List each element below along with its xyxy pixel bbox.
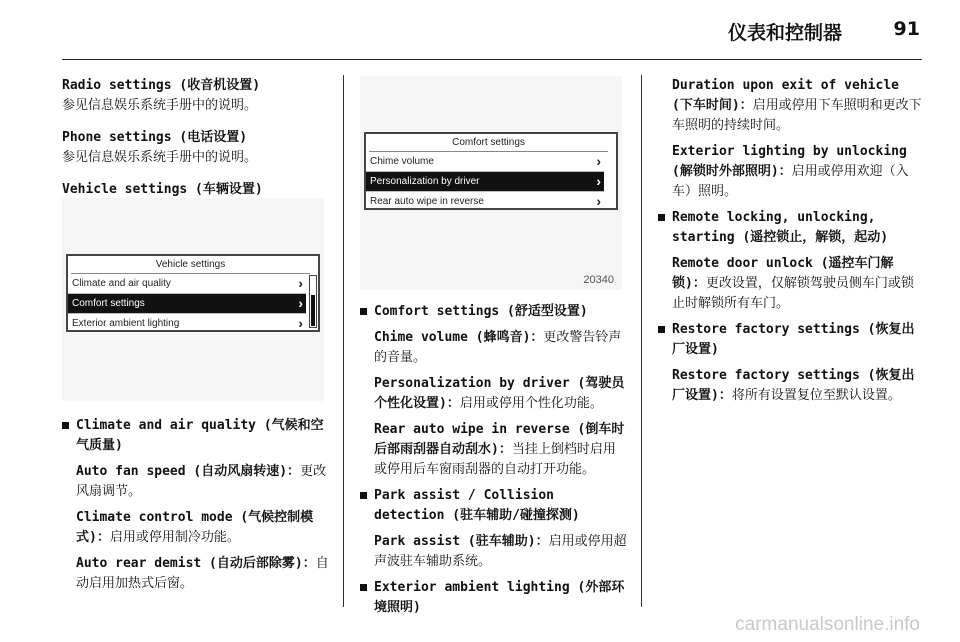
screen-title: Comfort settings (369, 134, 608, 152)
phone-settings-heading: Phone settings (电话设置) (62, 130, 248, 145)
rear-wipe-text: 当挂上倒档时启用或停用后车窗雨刮器的自动打开功能。 (374, 442, 616, 477)
figure-number: 20340 (583, 274, 614, 286)
auto-fan-text: 更改风扇调节。 (76, 464, 327, 499)
chevron-right-icon: › (298, 315, 303, 331)
menu-item-comfort-selected[interactable] (68, 294, 306, 314)
park-assist-heading: Park assist / Collision detection (驻车辅助/碰撞探测) (360, 486, 628, 526)
exit-duration-text: 启用或停用下车照明和更改下车照明的持续时间。 (672, 98, 922, 133)
remote-locking-heading: Remote locking, unlocking, starting (遥控锁止，解锁，起动) (658, 208, 924, 248)
radio-settings-heading: Radio settings (收音机设置) (62, 78, 261, 93)
page-number: 91 (893, 18, 920, 40)
vehicle-settings-screen (66, 254, 320, 332)
menu-item-climate[interactable] (68, 274, 306, 294)
scrollbar[interactable] (309, 275, 317, 328)
remote-unlock-text: 更改设置，仅解锁驾驶员侧车门或锁止时解锁所有车门。 (672, 276, 914, 311)
chime-text: 更改警告铃声的音量。 (374, 330, 622, 365)
climate-heading: Climate and air quality (气候和空气质量) (62, 416, 330, 456)
park-assist-label: Park assist (驻车辅助)： (374, 534, 549, 549)
menu-item-personalization-selected[interactable] (366, 172, 604, 192)
header-divider (62, 59, 922, 60)
rear-demist-text: 自动启用加热式后窗。 (76, 556, 329, 591)
menu-item-rear-wipe[interactable] (366, 192, 604, 211)
park-assist-text: 启用或停用超声波驻车辅助系统。 (374, 534, 627, 569)
personalization-label: Personalization by driver (驾驶员个性化设置)： (374, 376, 625, 411)
right-column (658, 76, 924, 412)
rear-wipe-label: Rear auto wipe in reverse (倒车时后部雨刮器自动刮水)： (374, 422, 625, 457)
scrollbar-thumb[interactable] (311, 295, 315, 326)
auto-fan-label: Auto fan speed (自动风扇转速)： (76, 464, 301, 479)
screen-title: Vehicle settings (71, 256, 310, 274)
left-column (62, 76, 330, 206)
restore-label: Restore factory settings (恢复出厂设置)： (672, 368, 915, 403)
radio-settings-text: 参见信息娱乐系统手册中的说明。 (62, 98, 258, 113)
column-divider-right (641, 75, 642, 607)
menu-item-chime-volume[interactable] (366, 152, 604, 172)
comfort-settings-figure (360, 76, 622, 290)
chevron-right-icon: › (596, 173, 601, 189)
chevron-right-icon: › (298, 295, 303, 311)
menu-item-label: Comfort settings (72, 298, 145, 309)
watermark: carmanualsonline.info (735, 614, 920, 635)
menu-item-label: Climate and air quality (72, 278, 171, 289)
chevron-right-icon: › (596, 153, 601, 169)
vehicle-settings-heading: Vehicle settings (车辆设置) (62, 182, 263, 197)
unlock-lighting-label: Exterior lighting by unlocking (解锁时外部照明)： (672, 144, 907, 179)
vehicle-settings-figure (62, 198, 324, 401)
menu-item-label: Personalization by driver (370, 176, 480, 187)
unlock-lighting-text: 启用或停用欢迎（入车）照明。 (672, 164, 909, 199)
page-header-title: 仪表和控制器 (727, 22, 842, 44)
left-column-lower (62, 416, 330, 600)
column-divider-left (343, 75, 344, 607)
restore-text: 将所有设置复位至默认设置。 (731, 388, 901, 403)
chevron-right-icon: › (298, 275, 303, 291)
climate-mode-text: 启用或停用制冷功能。 (109, 530, 240, 545)
menu-item-label: Rear auto wipe in reverse (370, 196, 484, 207)
chime-label: Chime volume (蜂鸣音)： (374, 330, 544, 345)
exterior-lighting-heading: Exterior ambient lighting (外部环境照明) (360, 578, 628, 618)
rear-demist-label: Auto rear demist (自动后部除雾)： (76, 556, 316, 571)
phone-settings-text: 参见信息娱乐系统手册中的说明。 (62, 150, 258, 165)
restore-heading: Restore factory settings (恢复出厂设置) (658, 320, 924, 360)
chevron-right-icon: › (596, 193, 601, 209)
remote-unlock-label: Remote door unlock (遥控车门解锁)： (672, 256, 894, 291)
personalization-text: 启用或停用个性化功能。 (459, 396, 603, 411)
middle-column (360, 302, 628, 624)
climate-mode-label: Climate control mode (气候控制模式)： (76, 510, 314, 545)
comfort-heading: Comfort settings (舒适型设置) (360, 302, 628, 322)
exit-duration-label: Duration upon exit of vehicle (下车时间)： (672, 78, 899, 113)
menu-item-label: Chime volume (370, 156, 434, 167)
comfort-settings-screen (364, 132, 618, 210)
menu-item-exterior-lighting[interactable] (68, 314, 306, 333)
menu-item-label: Exterior ambient lighting (72, 318, 180, 329)
